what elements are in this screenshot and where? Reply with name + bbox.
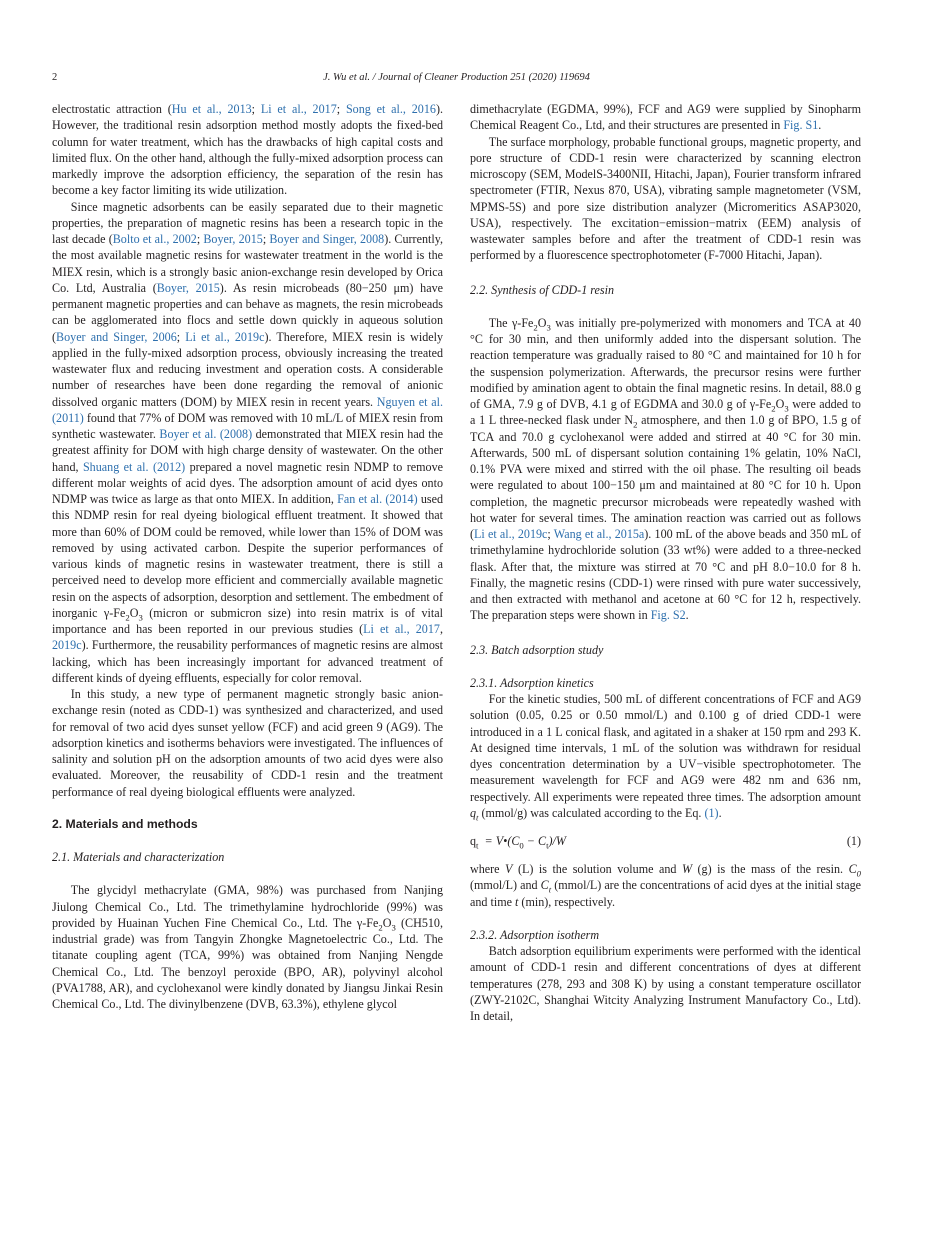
citation-link[interactable]: Li et al., 2017 — [260, 102, 337, 116]
section-heading-2: 2. Materials and methods — [52, 816, 198, 831]
citation-link[interactable]: Boyer et al. (2008) — [159, 427, 253, 441]
page-header — [52, 70, 861, 88]
citation-link[interactable]: Shuang et al. (2012) — [82, 459, 186, 474]
citation-link[interactable]: Boyer, 2015 — [203, 232, 263, 246]
equation-number: (1) — [846, 834, 861, 848]
equation-body: $q_t$ = $V•(C_0 - C_t)/W$ — [470, 834, 566, 851]
subsection-heading-2-3: 2.3. Batch adsorption study — [470, 642, 604, 657]
running-head: J. Wu et al. / Journal of Cleaner Production 251 (2020) 119694 — [323, 72, 590, 83]
paragraph-continued: electrostatic attraction (Hu et al., 2013; Li et al., 2017; Song et al., 2016). However, the traditional resin adsorption method mostly adopts the fixed-bed column for water treatment, which has the drawbacks of high capital costs and limited flux. On the other hand, although the fully-mixed adsorption process can markedly improve the adsorption efficiency, the separation of the resin has become a key factor limiting its wide utilization. — [52, 102, 443, 198]
citation-link[interactable]: Wang et al., 2015a — [553, 527, 645, 541]
subsection-heading-2-1: 2.1. Materials and characterization — [52, 850, 225, 864]
citation-link[interactable]: 2019c — [52, 638, 82, 653]
citation-link[interactable]: Hu et al., 2013 — [171, 102, 252, 116]
citation-link[interactable]: Nguyen et al. (2011) — [52, 394, 443, 425]
right-column — [470, 101, 861, 1024]
paragraph-characterization: The surface morphology, probable functional groups, magnetic property, and pore structure of CDD-1 resin were characterized by scanning electron microscopy (SEM, ModelS-3400NII, Hitachi, Japan), Fourier transform infrared spectrometer (FTIR, Nexus 870, USA), vibrating sample magnetometer (VSM, MPMS-5S) and pore size distribution analyzer (Micromeritics ASAP3020, USA), respectively. The excitation−emission−matrix (EEM) analysis of wastewater samples before and after the treatment of CDD-1 resin was performed by a fluorescence spectrophotometer (F-7000 Hitachi, Japan). — [470, 134, 861, 263]
citation-link[interactable]: Boyer, 2015 — [156, 280, 220, 295]
citation-link[interactable]: Song et al., 2016 — [345, 102, 436, 116]
citation-link[interactable]: Bolto et al., 2002 — [112, 232, 197, 246]
paragraph-materials: The glycidyl methacrylate (GMA, 98%) was purchased from Nanjing Jiulong Chemical Co., Ltd. The trimethylamine hydrochloride (99%) was provided by Huainan Yuchen Fine Chemical Co., Ltd. The $\gamma-Fe_2O_3$ (CH510, industrial grade) was from Tangyin Zhongke Magnetoelectric Co., Ltd. The titanate coupling agent (TCA, 99%) was obtained from Nanjing Nengde Chemical Co., Ltd. The benzoyl peroxide (BPO, AR), polyvinyl alcohol (PVA1788, AR), and cyclohexanol were kindly donated by Jiangsu Jinkai Resin Chemical Co., Ltd. The divinylbenzene (DVB, 63.3%), ethylene glycol — [52, 883, 443, 1011]
subsubsection-heading-2-3-1: 2.3.1. Adsorption kinetics — [470, 675, 594, 690]
paragraph-kinetics: For the kinetic studies, 500 mL of different concentrations of FCF and AG9 solution (0.05, 0.25 or 0.50 mmol/L) and 0.100 g of dried CDD-1 were introduced in a 1 L conical flask, and agitated in a shaker at 150 rpm and 293 K. At designed time intervals, 1 mL of the solution was withdrawn for residual dyes concentration determination by a UV−visible spectrophotometer. The measurement wavelength for FCF and AG9 were 482 nm and 636 nm, respectively. All experiments were repeated three times. The adsorption amount $q_t$ (mmol/g) was calculated according to the Eq. (1). — [470, 692, 861, 823]
figure-link[interactable]: Fig. S1 — [783, 118, 819, 133]
paragraph-magnetic-resins: Since magnetic adsorbents can be easily separated due to their magnetic properties, the preparation of magnetic resins has been a research topic in the last decade (Bolto et al., 2002; Boyer, 2015; Boyer and Singer, 2008). Currently, the most available magnetic resins for wastewater treatment in the world is the MIEX resin, which is a strongly basic anion-exchange resin developed by Orica Co. Ltd, Australia (Boyer, 2015). As resin microbeads (80−250 μm) have permanent magnetic properties and can behave as magnets, the resin microbeads can be agglomerated into flocs and settle down quickly in aqueous solution (Boyer and Singer, 2006; Li et al., 2019c). Therefore, MIEX resin is widely applied in the fully-mixed adsorption process, obviously increasing the treated wastewater flux and reducing investment and operation costs. A considerable number of researches have been done regarding the removal of anionic dissolved organic matters (DOM) by MIEX resin in recent years. Nguyen et al. (2011) found that 77% of DOM was removed with 10 mL/L of MIEX resin from synthetic wastewater. Boyer et al. (2008) demonstrated that MIEX resin had the greatest affinity for DOM with high charge density of wastewater. On the other hand, Shuang et al. (2012) prepared a novel magnetic resin NDMP to remove different molar weights of acid dyes. The adsorption amount of acid dyes onto NDMP was twice as large as that onto MIEX. In addition, Fan et al. (2014) used this NDMP resin for real dyeing biological effluent treatment. It showed that more than 60% of DOM could be removed, while lower than 15% of DOM was removed by using activated carbon. Despite the superior performances of various kinds of magnetic resins in wastewater treatment, there is still a perceived need to develop more efficient and commercially available magnetic resin on the aspects of adsorption, desorption and settlement. The embedment of inorganic $\gamma-Fe_2O_3$ (micron or submicron size) into resin matrix is of vital importance and has been reported in our previous studies (Li et al., 2017, 2019c). Furthermore, the reusability performances of magnetic resins are almost lacking, which has been increasingly important for advanced treatment of different kinds of dyeing effluents, especially for color removal. — [52, 199, 444, 685]
paragraph-equation-explanation: where V (L) is the solution volume and W (g) is the mass of the resin. $C_0$ (mmol/L) and $C_t$ (mmol/L) are the concentrations of acid dyes at the initial stage and time t (min), respectively. — [470, 862, 861, 909]
subsubsection-heading-2-3-2: 2.3.2. Adsorption isotherm — [470, 927, 600, 942]
citation-link[interactable]: Li et al., 2017 — [363, 622, 440, 636]
paragraph-this-study: In this study, a new type of permanent magnetic strongly basic anion-exchange resin (noted as CDD-1) was synthesized and characterized, and used for removal of two acid dyes sunset yellow (FCF) and acid green 9 (AG9). The adsorption kinetics and isotherms behaviors were investigated. The influences of salinity and solution pH on the adsorption amounts of two acid dyes were also evaluated. Moreover, the reusability of CDD-1 resin and the treatment performance of real dyeing biological effluents were analyzed. — [52, 687, 443, 799]
citation-link[interactable]: Boyer and Singer, 2006 — [56, 329, 177, 344]
equation-link[interactable]: (1) — [704, 805, 719, 820]
figure-link[interactable]: Fig. S2 — [650, 608, 686, 623]
paragraph-isotherm: Batch adsorption equilibrium experiments were performed with the identical amount of CDD-1 resin and different concentrations of dyes at different temperatures (278, 293 and 308 K) by using a constant temperature oscillator (ZWY-2102C, Shanghai Witcity Analyzing Instrument Manufactory Co., Ltd). In detail, — [470, 944, 861, 1023]
paragraph-continued-right: dimethacrylate (EGDMA, 99%), FCF and AG9 were supplied by Sinopharm Chemical Reagent Co., Ltd, and their structures are presented in Fig. S1. — [470, 102, 861, 133]
citation-link[interactable]: Li et al., 2019c — [474, 527, 548, 541]
subsection-heading-2-2: 2.2. Synthesis of CDD-1 resin — [470, 282, 614, 297]
citation-link[interactable]: Li et al., 2019c — [185, 329, 265, 344]
left-column — [52, 101, 443, 1012]
paragraph-synthesis: The $\gamma-Fe_2O_3$ was initially pre-polymerized with monomers and TCA at 40 °C for 30 min, and then uniformly added into the dispersant solution. The reaction temperature was gradually raised to 80 °C and maintained for 10 h for the suspension polymerization. Afterwards, the precursor resins were further modified by amination agent to obtain the final magnetic resins. In detail, 88.0 g of GMA, 7.9 g of DVB, 4.1 g of EGDMA and 30.0 g of $\gamma-Fe_2O_3$ were added to a 1 L three-necked flask under $N_2$ atmosphere, and then 1.0 g of BPO, 1.5 g of TCA and 70.0 g cyclohexanol were added and stirred at 40 °C for 30 min. Afterwards, 500 mL of dispersant solution containing 1% gelatin, 10% NaCl, 0.1% PVA were mixed and stirred with the oil phase. The resulting oil beads were regulated to about 100−150 μm and maintained at 80 °C for 10 h. Upon completion, the magnetic precursor microbeads were repeatedly washed with hot water for several times. The amination reaction was carried out as follows (Li et al., 2019c; Wang et al., 2015a). 100 mL of the above beads and 350 mL of trimethylamine hydrochloride solution (33 wt%) were added to a three-necked flask. After that, the mixture was stirred at 70 °C and pH 8.0−10.0 for 8 h. Finally, the magnetic resins (CDD-1) were rinsed with pure water successively, and then extracted with methanol and acetone at 60 °C for 12 h, respectively. The preparation steps were shown in Fig. S2. — [470, 315, 862, 623]
citation-link[interactable]: Boyer and Singer, 2008 — [269, 232, 385, 246]
equation-1 — [470, 833, 861, 851]
citation-link[interactable]: Fan et al. (2014) — [337, 492, 418, 506]
page-number: 2 — [52, 72, 58, 83]
